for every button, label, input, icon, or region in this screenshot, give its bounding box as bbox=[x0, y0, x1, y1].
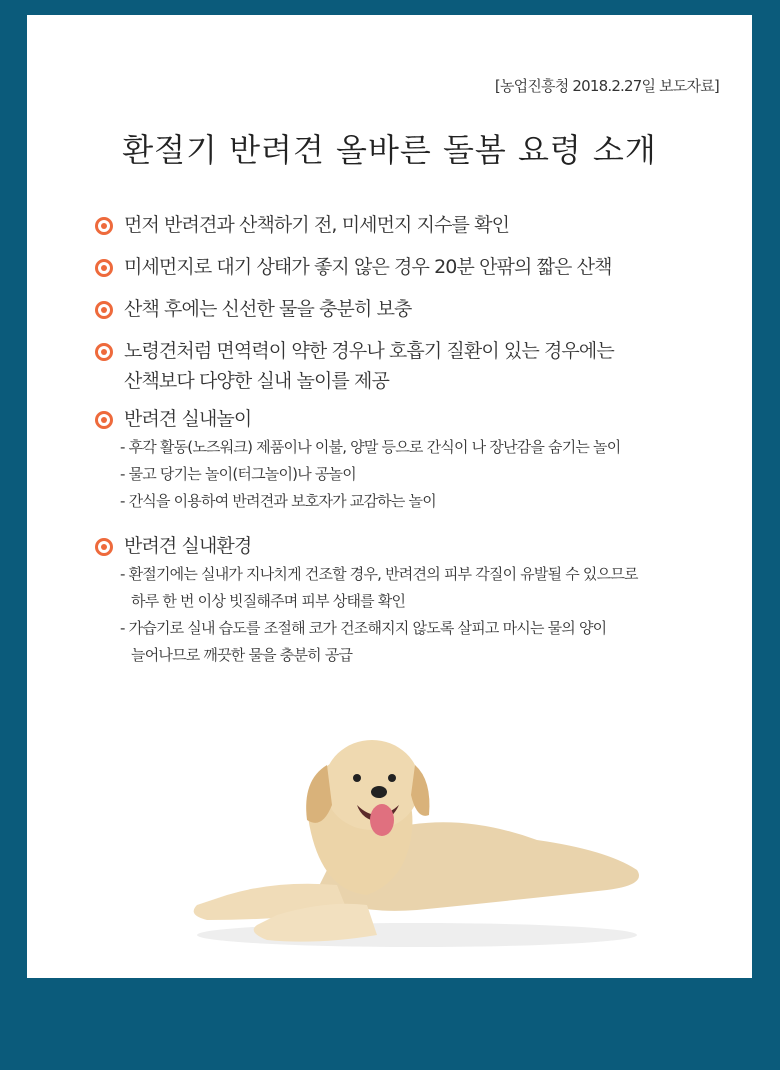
sub-item: - 환절기에는 실내가 지나치게 건조할 경우, 반려견의 피부 각질이 유발될 수 있으므로 bbox=[120, 565, 638, 583]
sub-item: - 간식을 이용하여 반려견과 보호자가 교감하는 놀이 bbox=[120, 492, 436, 510]
play-heading: 반려견 실내놀이 bbox=[95, 404, 735, 434]
play-sublist bbox=[120, 434, 735, 515]
page-title: 환절기 반려견 올바른 돌봄 요령 소개 bbox=[122, 131, 657, 169]
document-card bbox=[27, 15, 752, 978]
bullet-icon bbox=[95, 259, 113, 277]
sub-item: - 가습기로 실내 습도를 조절해 코가 건조해지지 않도록 살피고 마시는 물의 양이 bbox=[120, 619, 607, 637]
bullet-icon bbox=[95, 343, 113, 361]
bullet-icon bbox=[95, 411, 113, 429]
list-item: 노령견처럼 면역력이 약한 경우나 호흡기 질환이 있는 경우에는 산책보다 다양한 실내 놀이를 제공 bbox=[95, 336, 735, 396]
list-item: 미세먼지로 대기 상태가 좋지 않은 경우 20분 안팎의 짧은 산책 bbox=[95, 252, 735, 282]
env-heading: 반려견 실내환경 bbox=[95, 531, 735, 561]
puppy-image bbox=[167, 720, 667, 960]
bullet-icon bbox=[95, 301, 113, 319]
env-sublist bbox=[120, 561, 735, 669]
list-item: 산책 후에는 신선한 물을 충분히 보충 bbox=[95, 294, 735, 324]
list-item: 먼저 반려견과 산책하기 전, 미세먼지 지수를 확인 bbox=[95, 210, 735, 240]
tips-list bbox=[95, 210, 735, 669]
bullet-icon bbox=[95, 538, 113, 556]
sub-item-continued: 하루 한 번 이상 빗질해주며 피부 상태를 확인 bbox=[131, 592, 406, 610]
sub-item-continued: 늘어나므로 깨끗한 물을 충분히 공급 bbox=[131, 646, 353, 664]
sub-item: - 물고 당기는 놀이(터그놀이)나 공놀이 bbox=[120, 465, 356, 483]
source-label: [농업진흥청 2018.2.27일 보도자료] bbox=[494, 77, 719, 95]
sub-item: - 후각 활동(노즈워크) 제품이나 이불, 양말 등으로 간식이 나 장난감을 숨기는 놀이 bbox=[120, 438, 621, 456]
bullet-icon bbox=[95, 217, 113, 235]
